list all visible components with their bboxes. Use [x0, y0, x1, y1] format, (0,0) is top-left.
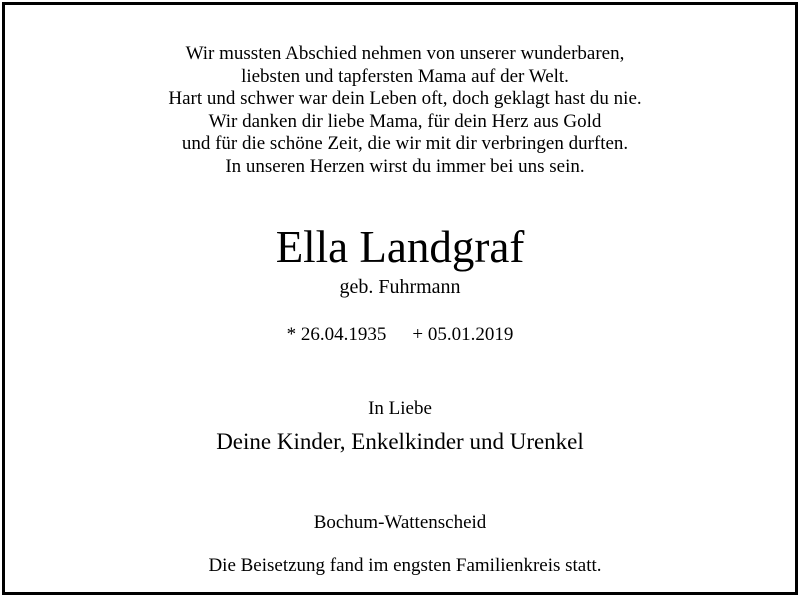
poem-line: Wir mussten Abschied nehmen von unserer wunderbaren,: [185, 43, 625, 64]
poem-line: Hart und schwer war dein Leben oft, doch geklagt hast du nie.: [168, 88, 642, 110]
poem-line: In unseren Herzen wirst du immer bei uns sein.: [225, 155, 585, 177]
life-dates: [5, 323, 795, 347]
mourners-line: Deine Kinder, Enkelkinder und Urenkel: [216, 429, 584, 454]
farewell-poem: [5, 43, 800, 179]
deceased-name: Ella Landgraf: [275, 222, 525, 272]
poem-line: Wir danken dir liebe Mama, für dein Herz aus Gold: [208, 110, 602, 132]
in-love-line: In Liebe: [368, 398, 432, 419]
birth-date: * 26.04.1935: [286, 324, 387, 345]
poem-line: und für die schöne Zeit, die wir mit dir verbringen durften.: [181, 133, 629, 155]
obituary-notice: [2, 2, 798, 595]
poem-line: liebsten und tapfersten Mama auf der Welt.: [241, 65, 569, 87]
burial-note: Die Beisetzung fand im engsten Familienkreis statt.: [208, 555, 602, 576]
place-line: Bochum-Wattenscheid: [313, 512, 487, 533]
maiden-name: geb. Fuhrmann: [339, 276, 461, 298]
death-date: + 05.01.2019: [412, 324, 514, 345]
